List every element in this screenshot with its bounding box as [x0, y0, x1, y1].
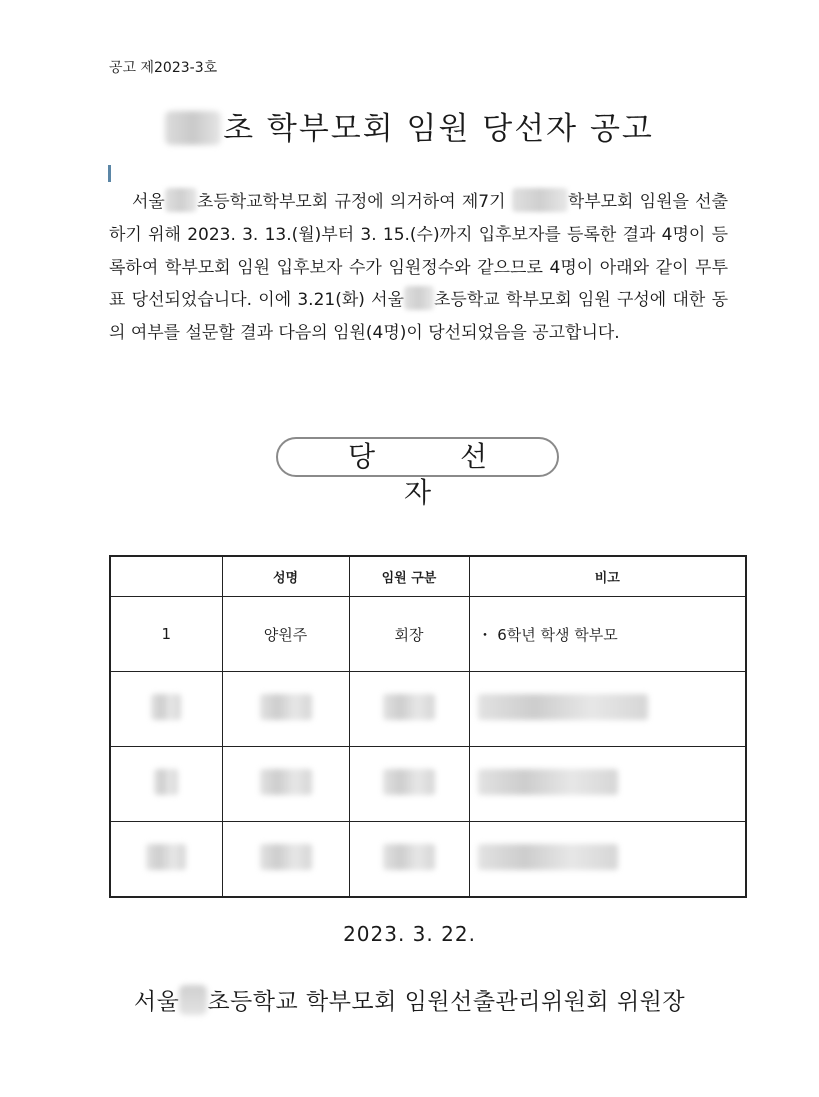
body-part-3: 학부모회 임원을 선출하기 위해 2023. 3. 13.(월)부터 3. 15.(수)까지 입후보자를 등록한 결과 4명이 등록하여 학부모회 임원 입후보자 수가 임원정수와 같으므로 4명이 아래와 같이 무투표 당선되었습니다. 이에 3.21(화) 서울 [109, 192, 729, 311]
notice-body [109, 186, 728, 350]
notice-date: 2023. 3. 22. [343, 922, 476, 946]
table-header-row [110, 556, 746, 597]
redacted-school-name [179, 985, 207, 1015]
cell-note: ・ 6학년 학생 학부모 [469, 597, 746, 672]
redacted-cell [478, 844, 618, 870]
redacted-cell [383, 769, 435, 795]
redacted-text [512, 188, 568, 212]
redacted-cell [260, 844, 312, 870]
redacted-cell [478, 694, 648, 720]
redacted-cell [383, 844, 435, 870]
cell-role: 회장 [349, 597, 469, 672]
title-text: 초 학부모회 임원 당선자 공고 [223, 111, 654, 147]
redacted-cell [154, 769, 178, 795]
signer [0, 983, 819, 1016]
header-note: 비고 [469, 556, 746, 597]
header-no [110, 556, 222, 597]
redacted-cell [146, 844, 186, 870]
paragraph-marker [108, 165, 111, 182]
header-role: 임원 구분 [349, 556, 469, 597]
body-part-2: 초등학교학부모회 규정에 의거하여 제7기 [196, 192, 506, 212]
cell-no: 1 [110, 597, 222, 672]
table-row-redacted [110, 747, 746, 822]
redacted-cell [260, 694, 312, 720]
redacted-school-name [165, 111, 221, 145]
redacted-cell [478, 769, 618, 795]
notice-number: 공고 제2023-3호 [109, 60, 218, 76]
signer-prefix: 서울 [133, 989, 180, 1015]
redacted-cell [260, 769, 312, 795]
redacted-cell [383, 694, 435, 720]
cell-name: 양원주 [222, 597, 349, 672]
table-row [110, 597, 746, 672]
body-part-4: 초등학교 학부모회 임원 구성에 대한 동의 여부를 설문할 결과 다음의 임원(4명)이 당선되었음을 공고합니다. [109, 290, 728, 344]
header-name: 성명 [222, 556, 349, 597]
body-part-1: 서울 [132, 192, 165, 212]
signer-suffix: 초등학교 학부모회 임원선출관리위원회 위원장 [207, 989, 686, 1015]
redacted-text [404, 286, 434, 310]
page-title [0, 103, 819, 148]
table-row-redacted [110, 822, 746, 898]
redacted-text [165, 188, 197, 212]
winners-heading: 당 선 자 [276, 437, 559, 477]
winners-table [109, 555, 747, 898]
table-row-redacted [110, 672, 746, 747]
redacted-cell [151, 694, 181, 720]
